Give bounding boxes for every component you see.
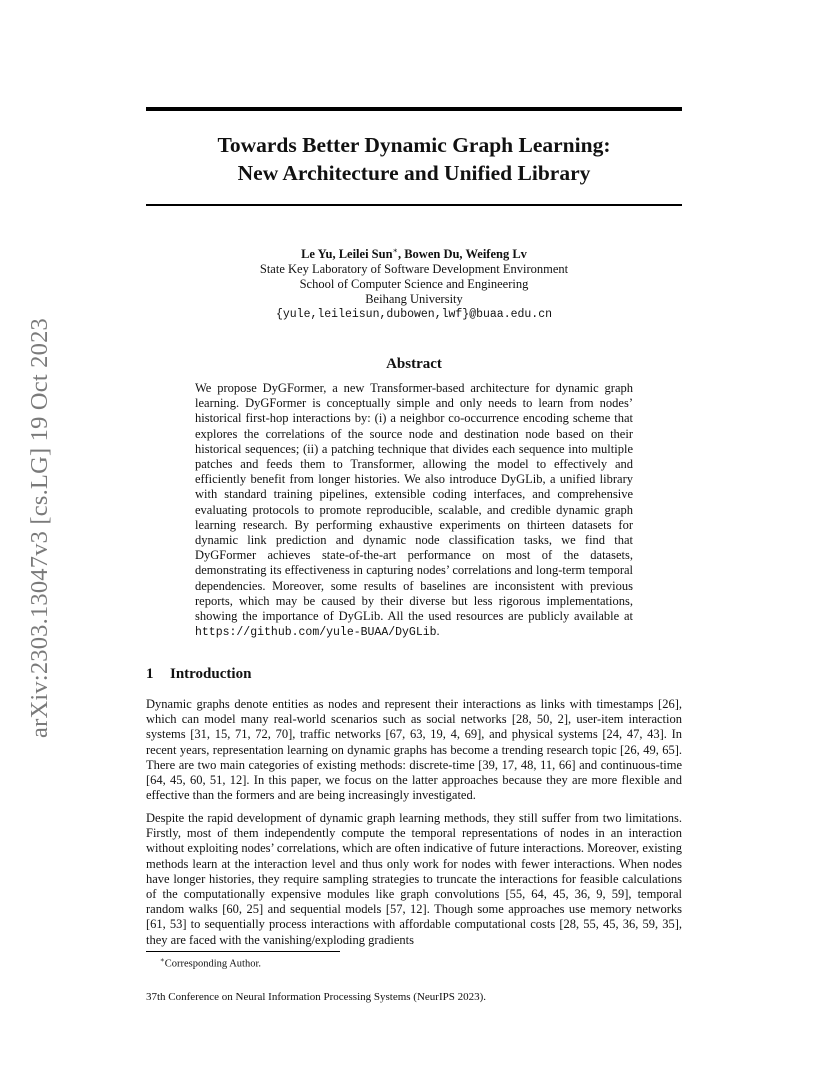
abstract-text: We propose DyGFormer, a new Transformer-based architecture for dynamic graph learning. DyGFormer is conceptually simple and only needs to learn from nodes’ historical first-hop interactions by: (i) a neighbor co-occurrence encoding scheme that explores the correlations of the source node and destination node based on their historical sequences; (ii) a patching technique that divides each sequence into multiple patches and feeds them to Transformer, allowing the model to effectively and efficiently benefit from longer histories. We also introduce DyGLib, a unified library with standard training pipelines, extensible coding interfaces, and comprehensive evaluating protocols to promote reproducible, scalable, and credible dynamic graph learning research. By performing exhaustive experiments on thirteen datasets for dynamic link prediction and dynamic node classification tasks, we find that DyGFormer achieves state-of-the-art performance on most of the datasets, demonstrating its effectiveness in capturing nodes’ correlations and long-term temporal dependencies. Moreover, some results of baselines are inconsistent with previous reports, which may be caused by their diverse but less rigorous implementations, showing the importance of DyGLib. All the used resources are publicly available at <box>195 381 633 624</box>
title-top-rule <box>146 107 682 111</box>
paper-title <box>146 131 682 187</box>
intro-paragraph-1: Dynamic graphs denote entities as nodes and represent their interactions as links with timestamps [26], which can model many real-world scenarios such as social networks [28, 50, 2], user-item interaction systems [31, 15, 71, 72, 70], traffic networks [67, 63, 19, 4, 69], and physical systems [24, 47, 43]. In recent years, representation learning on dynamic graphs has become a trending research topic [26, 49, 65]. There are two main categories of existing methods: discrete-time [39, 17, 48, 11, 66] and continuous-time [64, 45, 60, 51, 12]. In this paper, we focus on the latter approaches because they are more flexible and effective than the formers and are being increasingly investigated. <box>146 697 682 803</box>
footnote-text: Corresponding Author. <box>164 958 262 970</box>
section-number: 1 <box>146 666 154 682</box>
author-names <box>146 243 682 262</box>
author-names-part2: , Bowen Du, Weifeng Lv <box>397 247 527 262</box>
venue-note: 37th Conference on Neural Information Processing Systems (NeurIPS 2023). <box>146 991 487 1003</box>
affiliation-school: School of Computer Science and Engineering <box>299 277 529 292</box>
author-block <box>146 243 682 322</box>
section-title: Introduction <box>170 666 252 682</box>
corresponding-author-mark: ∗ <box>392 246 398 255</box>
abstract-body <box>195 381 633 640</box>
affiliation-lab: State Key Laboratory of Software Development Environment <box>259 262 569 277</box>
footnote-rule <box>146 951 340 952</box>
title-line-2: New Architecture and Unified Library <box>237 161 591 185</box>
abstract-heading: Abstract <box>386 356 442 372</box>
title-bottom-rule <box>146 204 682 206</box>
affiliation-university: Beihang University <box>365 292 463 307</box>
footnote-mark: ∗ <box>160 956 165 964</box>
arxiv-identifier: arXiv:2303.13047v3 [cs.LG] 19 Oct 2023 <box>26 318 53 738</box>
author-emails: {yule,leileisun,dubowen,lwf}@buaa.edu.cn <box>275 308 553 322</box>
repository-link[interactable]: https://github.com/yule-BUAA/DyGLib <box>195 626 437 640</box>
abstract-end: . <box>436 624 440 639</box>
intro-paragraph-2: Despite the rapid development of dynamic graph learning methods, they still suffer from two limitations. Firstly, most of them independently compute the temporal representations of nodes in an interaction without exploiting nodes’ correlations, which are often indicative of future interactions. Moreover, existing methods learn at the interaction level and thus only work for nodes with fewer interactions. When nodes have longer histories, they require sampling strategies to truncate the interactions for feasible calculations of the computationally expensive modules like graph convolutions [55, 64, 45, 36, 9, 59], temporal random walks [60, 25] and sequential models [57, 12]. Though some approaches use memory networks [61, 53] to sequentially process interactions with affordable computational costs [28, 55, 45, 36, 59, 35], they are faced with the vanishing/exploding gradients <box>146 811 682 947</box>
author-names-part1: Le Yu, Leilei Sun <box>301 247 393 262</box>
section-heading-introduction <box>146 666 251 683</box>
footnote <box>160 954 261 971</box>
title-line-1: Towards Better Dynamic Graph Learning: <box>217 133 611 157</box>
